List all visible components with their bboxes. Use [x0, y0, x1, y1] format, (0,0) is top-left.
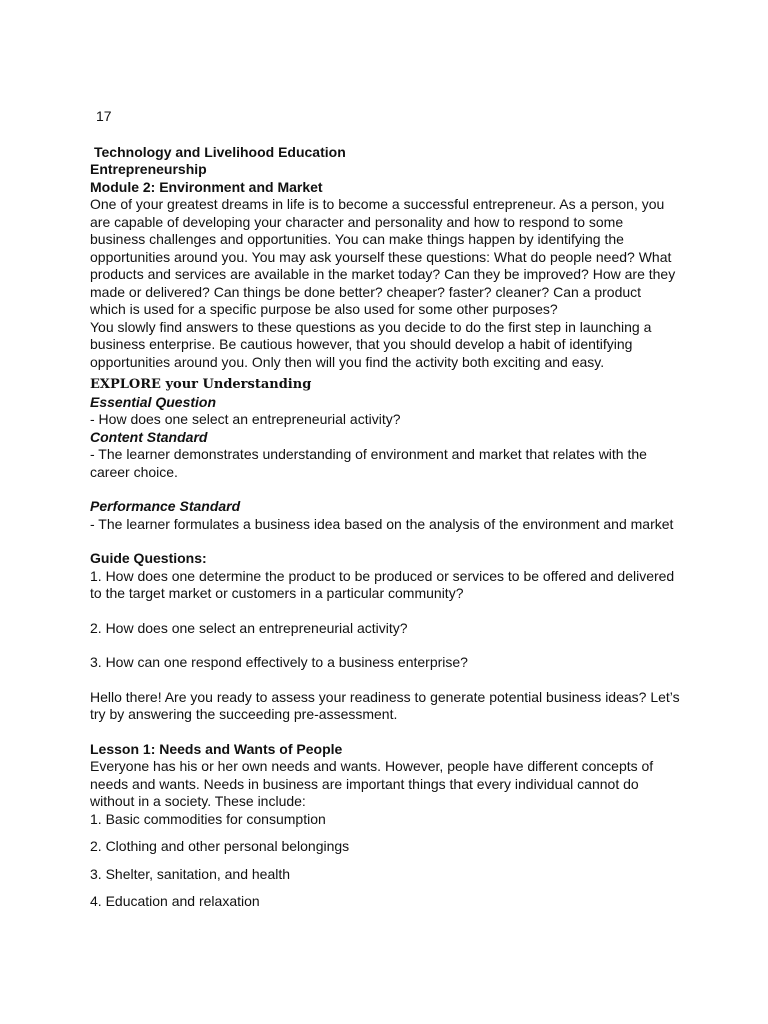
essential-question-heading: Essential Question — [90, 393, 217, 410]
intro-paragraph-2: You slowly find answers to these questions as you decide to do the first step in launching a business enterprise. Be cautious however, that you should develop a habit of identifying opportunities around you. Only then will you find the activity both exciting and easy. — [90, 318, 652, 370]
course-title: Entrepreneurship — [90, 161, 207, 177]
greeting-paragraph: Hello there! Are you ready to assess your readiness to generate potential business ideas? Let’s try by answering the succeeding pre-assessment. — [90, 688, 680, 722]
subject-title: Technology and Livelihood Education — [94, 143, 346, 160]
performance-standard-heading: Performance Standard — [90, 498, 241, 514]
lesson-list-item: 1. Basic commodities for consumption — [90, 810, 326, 827]
performance-standard-text: - The learner formulates a business idea based on the analysis of the environment and market — [90, 515, 674, 532]
page-number: 17 — [96, 108, 112, 124]
content-standard-heading: Content Standard — [90, 428, 208, 445]
lesson-list-item: 2. Clothing and other personal belongings — [90, 838, 350, 854]
intro-paragraph-1: One of your greatest dreams in life is to become a successful entrepreneur. As a person, you are capable of developing your character and personality and how to respond to some business challenges and opportunities. You can make things happen by identifying the opportunities around you. You may ask yourself these questions: What do people need? What products and services are available in the market today? Can they be improved? How are they made or delivered? Can things be done better? cheaper? faster? cleaner? Can a product which is used for a specific purpose be also used for some other purposes? — [90, 196, 676, 317]
lesson-intro: Everyone has his or her own needs and wants. However, people have different concepts of needs and wants. Needs in business are important things that every individual cannot do without in a society. These include: — [90, 758, 654, 809]
guide-question-item: 2. How does one select an entrepreneurial activity? — [90, 619, 408, 636]
lesson-list-item: 3. Shelter, sanitation, and health — [90, 865, 291, 882]
guide-question-item: 3. How can one respond effectively to a business enterprise? — [90, 654, 468, 670]
essential-question-text: - How does one select an entrepreneurial activity? — [90, 411, 401, 427]
guide-question-item: 1. How does one determine the product to be produced or services to be offered and delivered to the target market or customers in a particular community? — [90, 567, 675, 601]
lesson-list-item: 4. Education and relaxation — [90, 893, 260, 909]
guide-questions-heading: Guide Questions: — [90, 550, 207, 566]
explore-heading: EXPLORE your Understanding — [90, 377, 312, 392]
page-content — [90, 108, 680, 911]
module-title: Module 2: Environment and Market — [90, 178, 323, 195]
lesson-title: Lesson 1: Needs and Wants of People — [90, 740, 343, 757]
content-standard-text: - The learner demonstrates understanding of environment and market that relates with the career choice. — [90, 446, 647, 480]
